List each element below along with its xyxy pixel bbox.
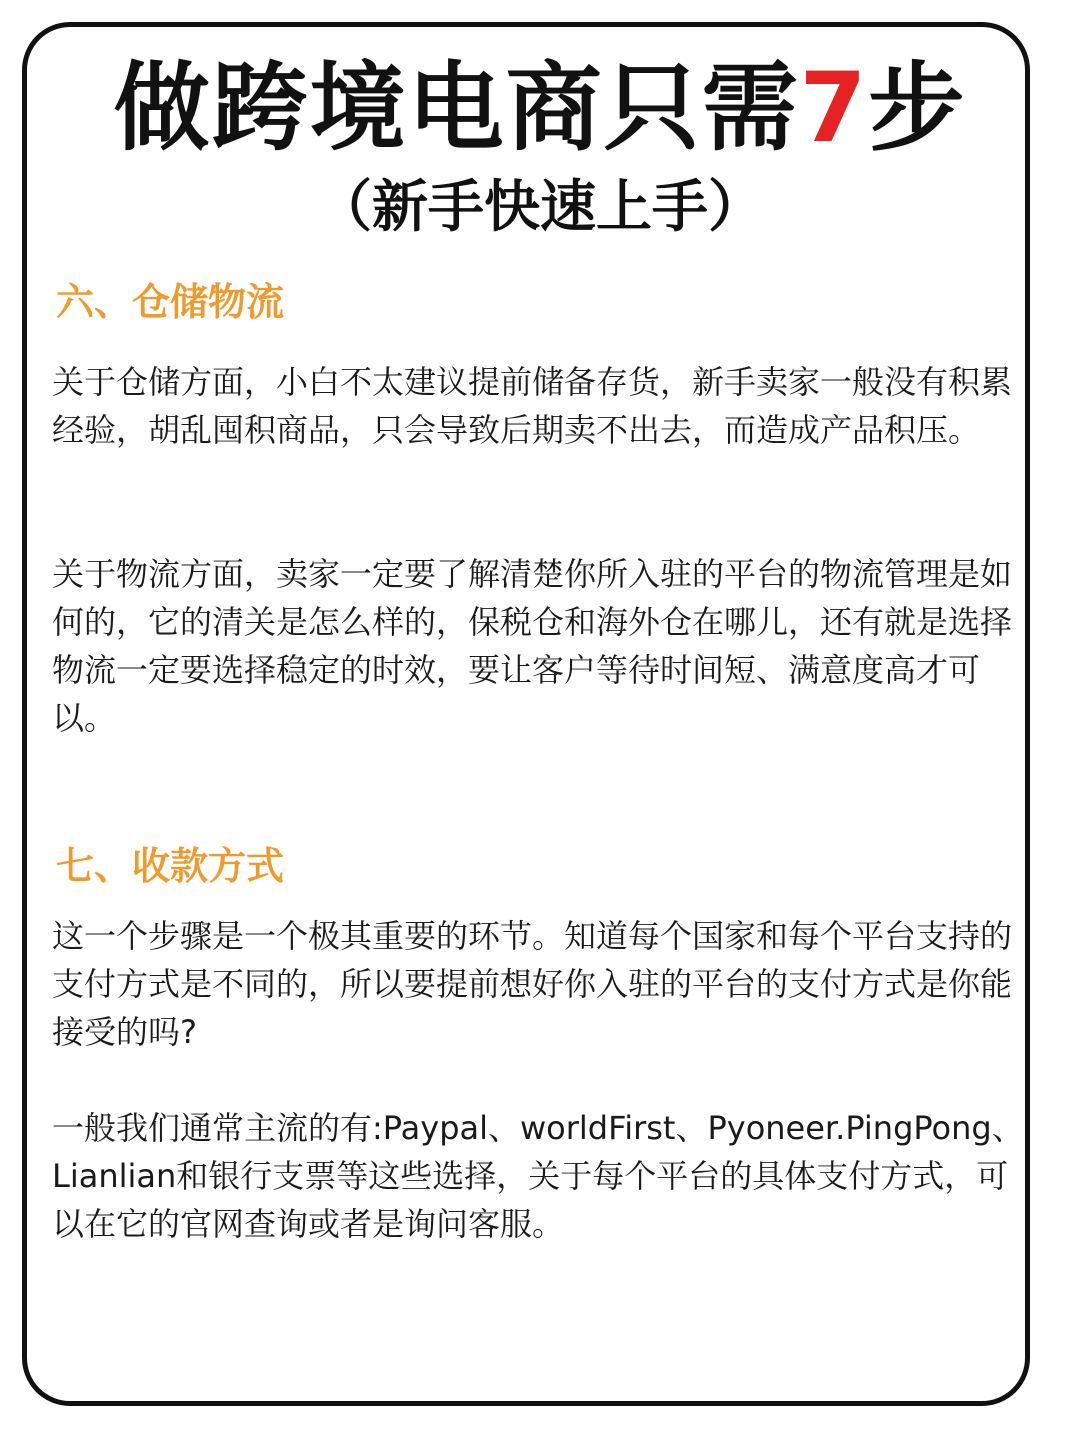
section-heading-warehouse-logistics: 六、仓储物流 [56,280,285,324]
title-step-number: 7 [799,52,869,164]
page-subtitle: （新手快速上手） [316,175,764,240]
paragraph-payment-importance: 这一个步骤是一个极其重要的环节。知道每个国家和每个平台支持的支付方式是不同的，所以要提前想好你入驻的平台的支付方式是你能接受的吗? [52,917,1013,1051]
paragraph-payment-options: 一般我们通常主流的有:Paypal、worldFirst、Pyoneer.PingPong、Lianlian和银行支票等这些选择，关于每个平台的具体支付方式，可以在它的官网查询或者是询问客服。 [52,1109,1024,1243]
title-main: 做跨境电商只需 [113,52,800,164]
paragraph-logistics: 关于物流方面，卖家一定要了解清楚你所入驻的平台的物流管理是如何的，它的清关是怎么样的，保税仓和海外仓在哪儿，还有就是选择物流一定要选择稳定的时效，要让客户等待时间短、满意度高才可以。 [52,555,1013,737]
page-title [0,48,1080,168]
section-heading-payment-methods: 七、收款方式 [56,844,285,888]
paragraph-warehouse: 关于仓储方面，小白不太建议提前储备存货，新手卖家一般没有积累经验，胡乱囤积商品，只会导致后期卖不出去，而造成产品积压。 [52,363,1013,449]
title-suffix: 步 [868,52,967,164]
